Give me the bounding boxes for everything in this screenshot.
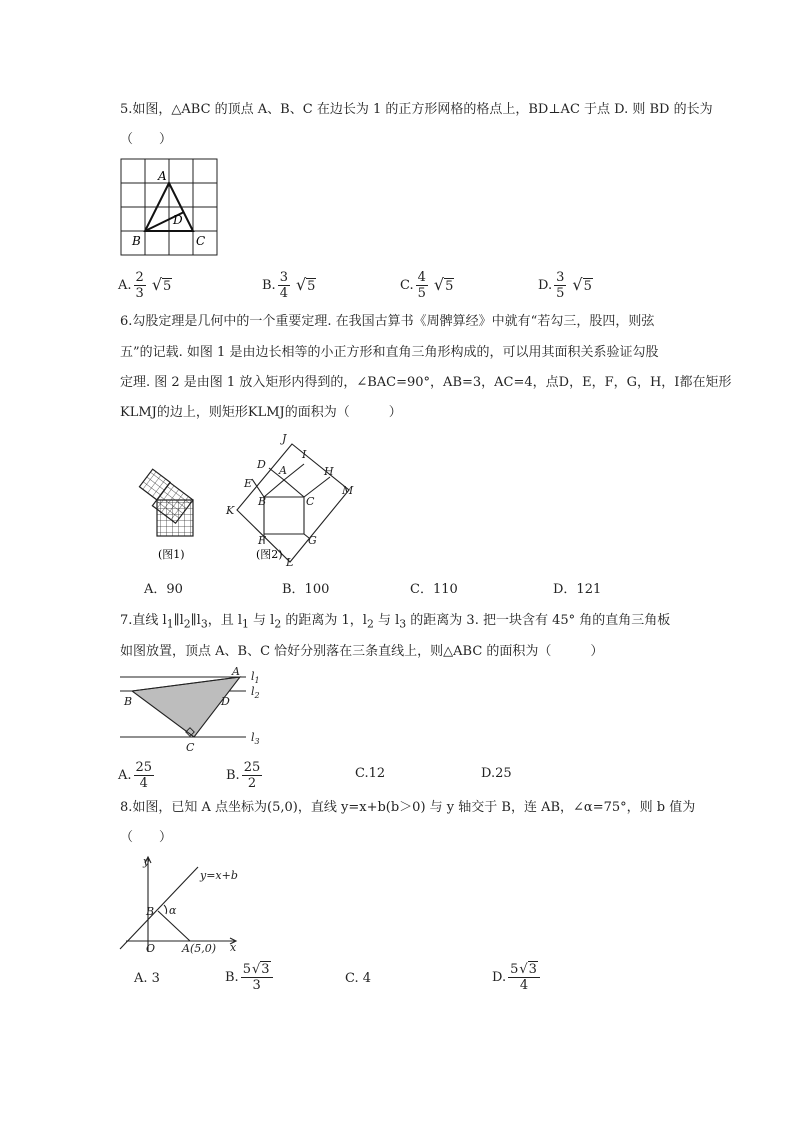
q8-option-c[interactable]: C. 4 bbox=[345, 971, 372, 986]
fraction: $\frac{3}{4}$ bbox=[279, 270, 288, 301]
sqrt: √5 bbox=[151, 274, 172, 294]
q7-option-c[interactable]: C.12 bbox=[355, 766, 386, 781]
q6-stem-line4: KLMJ的边上，则矩形KLMJ的面积为（ ） bbox=[120, 405, 402, 420]
label-d: D bbox=[257, 458, 266, 471]
label-y: y bbox=[143, 855, 150, 868]
label-a: A bbox=[279, 464, 287, 477]
fraction: $\frac{25}{2}$ bbox=[243, 760, 261, 791]
label-a: A bbox=[158, 169, 167, 183]
label-d: D bbox=[221, 695, 230, 708]
label-l: L bbox=[286, 556, 294, 569]
fraction: $\frac{2}{3}$ bbox=[135, 270, 144, 301]
label-equation: y=x+b bbox=[200, 869, 238, 882]
q6-stem-line1: 6.勾股定理是几何中的一个重要定理. 在我国古算书《周髀算经》中就有“若勾三，股四，则弦 bbox=[120, 314, 655, 329]
q5-grid-figure bbox=[120, 158, 220, 258]
q5-option-d[interactable]: D. $\frac{3}{5}$ √5 bbox=[538, 270, 592, 301]
label-b: B bbox=[146, 905, 155, 918]
label-k: K bbox=[226, 504, 235, 517]
q6-figure1 bbox=[130, 448, 220, 568]
q8-answer-paren: （ ） bbox=[120, 830, 173, 845]
q5-option-b[interactable]: B. $\frac{3}{4}$ √5 bbox=[262, 270, 316, 301]
figure1-caption: (图1) bbox=[158, 548, 185, 561]
sqrt: √5 bbox=[295, 274, 316, 294]
q6-figure2 bbox=[222, 432, 362, 572]
label-a: A(5,0) bbox=[182, 942, 217, 955]
q7-figure bbox=[118, 665, 268, 755]
q7-stem-line2: 如图放置，顶点 A、B、C 恰好分别落在三条直线上，则△ABC 的面积为（ ） bbox=[120, 644, 604, 659]
q5-option-a[interactable]: A. $\frac{2}{3}$ √5 bbox=[118, 270, 172, 301]
q6-option-b[interactable]: B．100 bbox=[282, 582, 330, 597]
label-l1: $l_1$ bbox=[251, 670, 260, 685]
label-d: D bbox=[173, 213, 183, 227]
q6-option-d[interactable]: D．121 bbox=[553, 582, 602, 597]
fraction: $\frac{5√3}{4}$ bbox=[508, 962, 540, 993]
fraction: $\frac{25}{4}$ bbox=[135, 760, 153, 791]
fraction: $\frac{5√3}{3}$ bbox=[241, 962, 273, 993]
label-b: B bbox=[124, 695, 133, 708]
label-i: I bbox=[302, 448, 307, 461]
fraction: $\frac{3}{5}$ bbox=[556, 270, 565, 301]
label-c: C bbox=[196, 234, 206, 248]
q7-option-d[interactable]: D.25 bbox=[481, 766, 512, 781]
q8-option-b[interactable]: B. $\frac{5√3}{3}$ bbox=[225, 962, 275, 993]
q5-stem-line1: 5.如图，△ABC 的顶点 A、B、C 在边长为 1 的正方形网格的格点上，BD⊥AC 于点 D. 则 BD 的长为 bbox=[120, 102, 713, 117]
label-b: B bbox=[258, 495, 267, 508]
label-e: E bbox=[244, 477, 253, 490]
label-x: x bbox=[230, 941, 237, 954]
q8-stem-line1: 8.如图，已知 A 点坐标为(5,0)，直线 y=x+b(b＞0) 与 y 轴交于 B，连 AB，∠α=75°，则 b 值为 bbox=[120, 800, 696, 815]
q6-option-c[interactable]: C．110 bbox=[410, 582, 458, 597]
label-f: F bbox=[258, 534, 266, 547]
label-a: A bbox=[232, 665, 240, 678]
figure2-caption: (图2) bbox=[256, 548, 283, 561]
q7-option-a[interactable]: A. $\frac{25}{4}$ bbox=[118, 760, 153, 791]
q7-stem-line1: 7.直线 $l_1\parallel l_2\parallel l_3$，且 $l_1$ 与 $l_2$ 的距离为 1，$l_2$ 与 $l_3$ 的距离为 3. 把一块含有 45° 角的直角三角板 bbox=[120, 613, 671, 631]
sqrt: √5 bbox=[572, 274, 592, 294]
label-b: B bbox=[132, 234, 141, 248]
label-h: H bbox=[324, 465, 334, 478]
label-c: C bbox=[306, 495, 315, 508]
label-l2: $l_2$ bbox=[251, 685, 260, 700]
q5-option-c[interactable]: C. $\frac{4}{5}$ √5 bbox=[400, 270, 454, 301]
label-g: G bbox=[308, 534, 317, 547]
q7-option-b[interactable]: B. $\frac{25}{2}$ bbox=[226, 760, 261, 791]
fraction: $\frac{4}{5}$ bbox=[417, 270, 426, 301]
q6-option-a[interactable]: A．90 bbox=[144, 582, 183, 597]
rectangle-klmj bbox=[237, 444, 349, 562]
label-m: M bbox=[342, 484, 354, 497]
label-j: J bbox=[282, 432, 287, 445]
q8-option-a[interactable]: A. 3 bbox=[134, 971, 160, 986]
q8-option-d[interactable]: D. $\frac{5√3}{4}$ bbox=[492, 962, 542, 993]
q6-stem-line2: 五”的记载. 如图 1 是由边长相等的小正方形和直角三角形构成的，可以用其面积关系验证勾股 bbox=[120, 345, 659, 360]
label-l3: $l_3$ bbox=[251, 731, 260, 746]
label-o: O bbox=[146, 942, 156, 955]
line-y-x-b bbox=[120, 867, 198, 949]
q8-figure bbox=[118, 852, 258, 957]
label-c: C bbox=[186, 741, 195, 754]
label-alpha: α bbox=[169, 904, 177, 917]
q6-stem-line3: 定理. 图 2 是由图 1 放入矩形内得到的，∠BAC=90°，AB=3，AC=4，点D，E，F，G，H，I都在矩形 bbox=[120, 375, 732, 390]
sqrt: √5 bbox=[433, 274, 454, 294]
q5-answer-paren: （ ） bbox=[120, 132, 173, 147]
